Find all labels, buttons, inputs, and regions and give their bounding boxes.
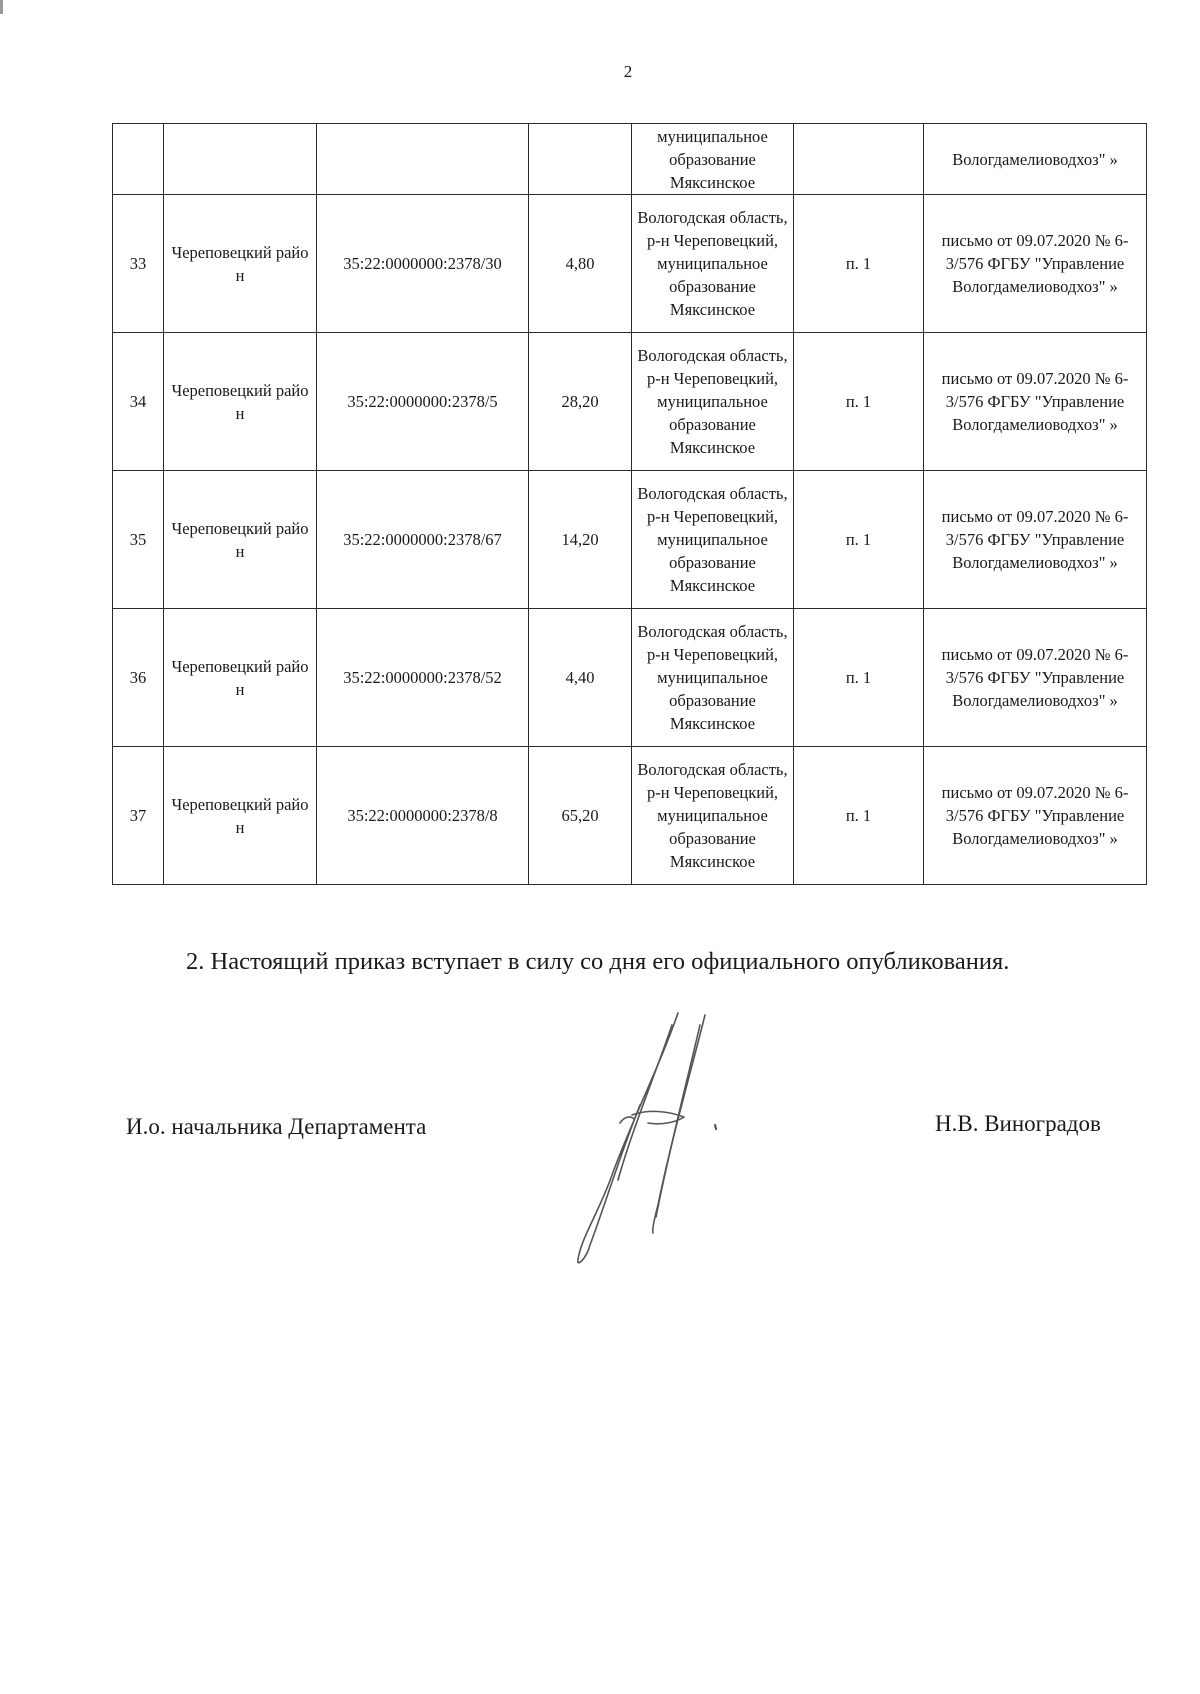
cell-num: 34 [113,333,164,471]
page-number: 2 [623,62,633,81]
cell-area: 28,20 [529,333,632,471]
table-row-continuation [113,124,1147,195]
table-row [113,609,1147,747]
cell-num: 35 [113,471,164,609]
land-plots-table [112,123,1147,885]
cell-basis: письмо от 09.07.2020 № 6-3/576 ФГБУ "Управление Вологдамелиоводхоз" » [924,609,1147,747]
cell-district: Череповецкий район [164,609,317,747]
clause-2-text: 2. Настоящий приказ вступает в силу со дня его официального опубликования. [186,948,1010,975]
cell-num: 33 [113,195,164,333]
cell-clause: п. 1 [794,609,924,747]
cell-district [164,124,317,195]
cell-district: Череповецкий район [164,747,317,885]
cell-cadastral: 35:22:0000000:2378/5 [317,333,529,471]
table-row [113,471,1147,609]
cell-basis: Вологдамелиоводхоз" » [924,124,1147,195]
cell-location: Вологодская область, р-н Череповецкий, муниципальное образование Мяксинское [632,471,794,609]
cell-location: муниципальное образование Мяксинское [632,124,794,195]
cell-clause [794,124,924,195]
cell-num: 36 [113,609,164,747]
cell-basis: письмо от 09.07.2020 № 6-3/576 ФГБУ "Управление Вологдамелиоводхоз" » [924,747,1147,885]
cell-location: Вологодская область, р-н Череповецкий, муниципальное образование Мяксинское [632,195,794,333]
cell-location: Вологодская область, р-н Череповецкий, муниципальное образование Мяксинское [632,747,794,885]
cell-area: 4,40 [529,609,632,747]
cell-cadastral [317,124,529,195]
cell-cadastral: 35:22:0000000:2378/67 [317,471,529,609]
signer-title: И.о. начальника Департамента [126,1114,427,1139]
cell-clause: п. 1 [794,471,924,609]
cell-cadastral: 35:22:0000000:2378/8 [317,747,529,885]
cell-district: Череповецкий район [164,333,317,471]
table-row [113,195,1147,333]
cell-basis: письмо от 09.07.2020 № 6-3/576 ФГБУ "Управление Вологдамелиоводхоз" » [924,333,1147,471]
cell-basis: письмо от 09.07.2020 № 6-3/576 ФГБУ "Управление Вологдамелиоводхоз" » [924,471,1147,609]
cell-area: 14,20 [529,471,632,609]
cell-clause: п. 1 [794,333,924,471]
cell-cadastral: 35:22:0000000:2378/30 [317,195,529,333]
cell-district: Череповецкий район [164,195,317,333]
table-row [113,333,1147,471]
cell-num [113,124,164,195]
cell-clause: п. 1 [794,195,924,333]
cell-location: Вологодская область, р-н Череповецкий, муниципальное образование Мяксинское [632,333,794,471]
cell-location: Вологодская область, р-н Череповецкий, муниципальное образование Мяксинское [632,609,794,747]
cell-basis: письмо от 09.07.2020 № 6-3/576 ФГБУ "Управление Вологдамелиоводхоз" » [924,195,1147,333]
cell-clause: п. 1 [794,747,924,885]
table-row [113,747,1147,885]
signer-name: Н.В. Виноградов [935,1111,1101,1136]
cell-area: 65,20 [529,747,632,885]
cell-area [529,124,632,195]
cell-num: 37 [113,747,164,885]
handwritten-signature [560,1005,730,1270]
cell-cadastral: 35:22:0000000:2378/52 [317,609,529,747]
scan-edge-mark [0,0,3,14]
cell-district: Череповецкий район [164,471,317,609]
cell-area: 4,80 [529,195,632,333]
